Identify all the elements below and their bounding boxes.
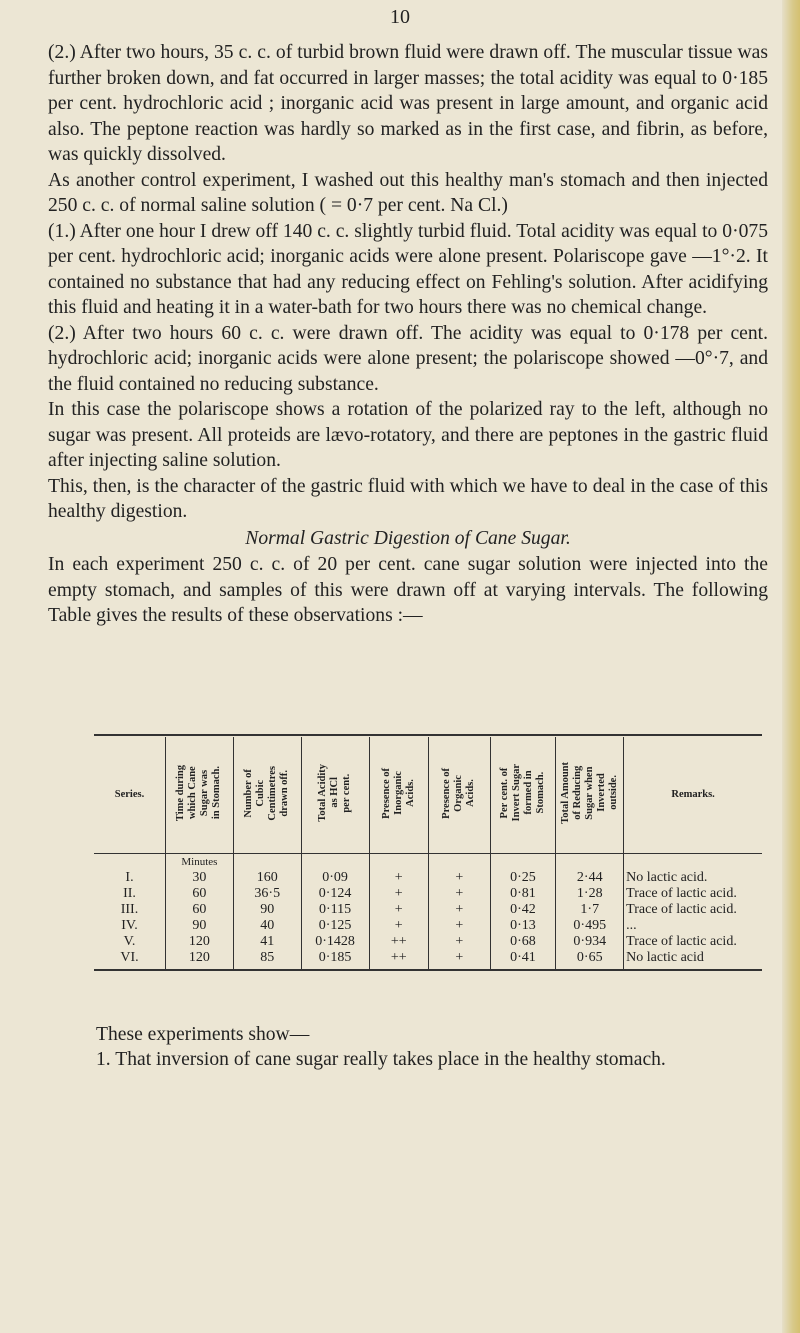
cell-time: 30 [165,870,233,886]
cell-remarks: Trace of lactic acid. [624,934,762,950]
table-row [94,886,762,902]
column-header-cc: Number of Cubic Centimetres drawn off. [233,737,301,854]
cell-series: II. [123,886,136,901]
cell-time: 60 [165,902,233,918]
cell-inorganic: + [369,902,428,918]
cell-cc: 90 [233,902,301,918]
cell-acidity: 0·09 [301,870,369,886]
section-heading: Normal Gastric Digestion of Cane Sugar. [245,527,571,549]
cell-invert: 0·42 [490,902,556,918]
cell-remarks: No lactic acid [624,950,762,970]
cell-time: 90 [165,918,233,934]
cell-cc: 41 [233,934,301,950]
body-text [48,40,768,629]
paragraph: (2.) After two hours, 35 c. c. of turbid brown fluid were drawn off. The muscular tissue was further broken down, and fat occurred in larger masses; the total acidity was equal to 0·185 per cent. hydrochloric acid ; inorganic acid was present in large amount, and organic acid also. The peptone reaction was hardly so marked as in the first case, and fibrin, as before, was quickly dissolved. [48,42,768,165]
cell-series: V. [123,934,136,949]
cell-organic: + [429,934,491,950]
cell-cc: 36·5 [233,886,301,902]
table-row [94,870,762,886]
table-header-row [94,737,762,854]
cell-time: 120 [165,934,233,950]
page-edge [782,0,800,1333]
cell-organic: + [429,918,491,934]
cell-acidity: 0·185 [301,950,369,970]
paragraph: In each experiment 250 c. c. of 20 per cent. cane sugar solution were injected into the empty stomach, and samples of this were drawn off at varying intervals. The following Table gives the results of these observations :— [48,554,768,626]
column-header-acidity: Total Acidity as HCl per cent. [301,737,369,854]
cell-total: 1·28 [556,886,624,902]
column-header-remarks: Remarks. [624,737,762,854]
cell-total: 0·934 [556,934,624,950]
cell-total: 1·7 [556,902,624,918]
results-table [94,737,762,971]
cell-series: I. [125,870,134,885]
closing-text [48,1022,768,1072]
column-header-inorganic: Presence of Inorganic Acids. [369,737,428,854]
column-header-series: Series. [94,737,165,854]
cell-invert: 0·81 [490,886,556,902]
column-header-invert: Per cent. of Invert Sugar formed in Stomach. [490,737,556,854]
cell-inorganic: + [369,886,428,902]
paragraph: This, then, is the character of the gastric fluid with which we have to deal in the case of this healthy digestion. [48,475,768,522]
cell-inorganic: + [369,870,428,886]
cell-time: 120 [165,950,233,970]
paragraph: (1.) After one hour I drew off 140 c. c. slightly turbid fluid. Total acidity was equal to 0·075 per cent. hydrochloric acid; inorganic acids were alone present. Polariscope gave —1°·2. It contained no substance that had any reducing effect on Fehling's solution. After acidifying this fluid and heating it in a water-bath for two hours there was no chemical change. [48,220,768,318]
table-row [94,918,762,934]
cell-invert: 0·41 [490,950,556,970]
cell-time: 60 [165,886,233,902]
cell-invert: 0·68 [490,934,556,950]
table-row [94,902,762,918]
paragraph: In this case the polariscope shows a rotation of the polarized ray to the left, although no sugar was present. All proteids are lævo-rotatory, and there are peptones in the gastric fluid after injecting saline solution. [48,399,768,471]
cell-organic: + [429,870,491,886]
cell-total: 2·44 [556,870,624,886]
cell-remarks: ... [624,918,762,934]
units-label: Minutes [165,854,233,871]
cell-organic: + [429,902,491,918]
cell-organic: + [429,886,491,902]
paragraph: (2.) After two hours 60 c. c. were drawn off. The acidity was equal to 0·178 per cent. hydrochloric acid; inorganic acids were alone present; the polariscope showed —0°·7, and the fluid contained no reducing substance. [48,322,768,395]
paragraph: As another control experiment, I washed out this healthy man's stomach and then injected 250 c. c. of normal saline solution ( = 0·7 per cent. Na Cl.) [48,169,768,216]
cell-invert: 0·25 [490,870,556,886]
cell-acidity: 0·1428 [301,934,369,950]
cell-inorganic: ++ [369,934,428,950]
table-row [94,934,762,950]
paragraph: These experiments show— [96,1024,310,1045]
cell-cc: 40 [233,918,301,934]
cell-organic: + [429,950,491,970]
page-number: 10 [390,6,410,28]
paragraph: 1. That inversion of cane sugar really takes place in the healthy stomach. [96,1049,666,1070]
cell-series: III. [120,902,139,917]
cell-invert: 0·13 [490,918,556,934]
cell-total: 0·65 [556,950,624,970]
cell-inorganic: ++ [369,950,428,970]
cell-total: 0·495 [556,918,624,934]
column-header-organic: Presence of Organic Acids. [429,737,491,854]
cell-acidity: 0·124 [301,886,369,902]
table-top-rule [94,734,762,736]
cell-acidity: 0·115 [301,902,369,918]
cell-series: VI. [94,950,165,970]
column-header-total: Total Amount of Reducing Sugar when Inverted outside. [556,737,624,854]
cell-remarks: Trace of lactic acid. [624,902,762,918]
table-row [94,950,762,970]
column-header-time: Time during which Cane Sugar was in Stomach. [165,737,233,854]
cell-cc: 160 [233,870,301,886]
units-row [94,854,762,871]
cell-remarks: Trace of lactic acid. [624,886,762,902]
cell-inorganic: + [369,918,428,934]
cell-series: IV. [121,918,138,933]
cell-remarks: No lactic acid. [624,870,762,886]
cell-acidity: 0·125 [301,918,369,934]
cell-cc: 85 [233,950,301,970]
